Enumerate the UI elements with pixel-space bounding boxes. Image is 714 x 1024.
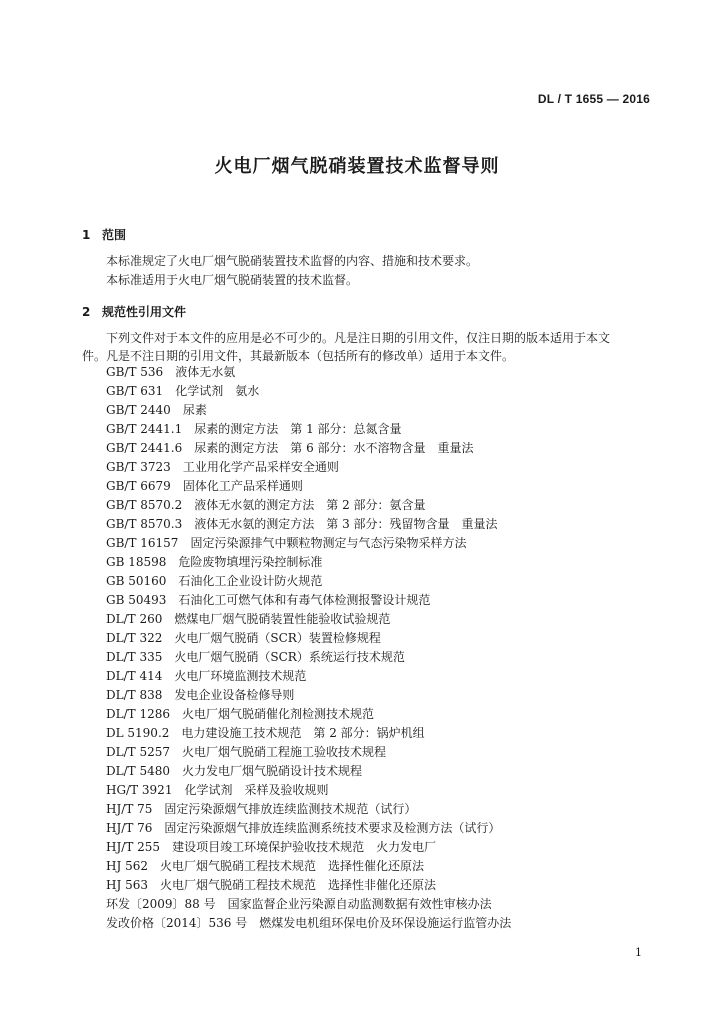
reference-title: 国家监督企业污染源自动监测数据有效性审核办法 xyxy=(227,897,492,911)
reference-code: GB/T 6679 xyxy=(106,479,171,493)
reference-code: HG/T 3921 xyxy=(106,783,173,797)
reference-code: DL/T 335 xyxy=(106,650,163,664)
reference-title: 尿素的测定方法 第 1 部分：总氮含量 xyxy=(194,422,402,436)
reference-item xyxy=(106,401,511,420)
reference-title: 火电厂烟气脱硝（SCR）系统运行技术规范 xyxy=(174,650,405,664)
reference-item xyxy=(106,496,511,515)
reference-item xyxy=(106,420,511,439)
reference-title: 固定污染源烟气排放连续监测系统技术要求及检测方法（试行） xyxy=(164,821,501,835)
reference-title: 化学试剂 采样及验收规则 xyxy=(184,783,329,797)
section-2-title: 规范性引用文件 xyxy=(102,305,187,319)
reference-code: HJ/T 75 xyxy=(106,802,153,816)
reference-item xyxy=(106,724,511,743)
scope-line-1: 本标准规定了火电厂烟气脱硝装置技术监督的内容、措施和技术要求。 xyxy=(106,254,479,268)
reference-title: 危险废物填埋污染控制标准 xyxy=(178,555,323,569)
reference-title: 石油化工可燃气体和有毒气体检测报警设计规范 xyxy=(178,593,431,607)
reference-code: 发改价格〔2014〕536 号 xyxy=(106,916,248,930)
reference-title: 火电厂烟气脱硝工程技术规范 选择性非催化还原法 xyxy=(160,878,437,892)
reference-title: 发电企业设备检修导则 xyxy=(174,688,295,702)
reference-item xyxy=(106,857,511,876)
reference-code: GB 18598 xyxy=(106,555,167,569)
reference-code: GB/T 631 xyxy=(106,384,164,398)
reference-title: 工业用化学产品采样安全通则 xyxy=(182,460,339,474)
reference-item xyxy=(106,762,511,781)
reference-code: HJ/T 76 xyxy=(106,821,153,835)
reference-item xyxy=(106,439,511,458)
scope-line-2: 本标准适用于火电厂烟气脱硝装置的技术监督。 xyxy=(106,273,359,287)
reference-item xyxy=(106,781,511,800)
reference-item xyxy=(106,876,511,895)
reference-item xyxy=(106,363,511,382)
reference-title: 火电厂烟气脱硝工程技术规范 选择性催化还原法 xyxy=(160,859,425,873)
page-number: 1 xyxy=(635,946,642,959)
reference-code: GB 50493 xyxy=(106,593,167,607)
document-title: 火电厂烟气脱硝装置技术监督导则 xyxy=(214,156,500,177)
normative-references-list xyxy=(106,363,511,933)
reference-code: DL 5190.2 xyxy=(106,726,170,740)
reference-item xyxy=(106,572,511,591)
reference-item xyxy=(106,686,511,705)
reference-code: DL/T 260 xyxy=(106,612,163,626)
reference-title: 液体无水氨的测定方法 第 3 部分：残留物含量 重量法 xyxy=(194,517,498,531)
section-2-number: 2 xyxy=(82,305,91,319)
reference-code: GB 50160 xyxy=(106,574,167,588)
reference-code: DL/T 5480 xyxy=(106,764,170,778)
reference-title: 尿素 xyxy=(182,403,207,417)
section-1-number: 1 xyxy=(82,228,91,242)
reference-title: 火电厂烟气脱硝催化剂检测技术规范 xyxy=(182,707,375,721)
reference-title: 液体无水氨的测定方法 第 2 部分：氨含量 xyxy=(194,498,426,512)
reference-code: GB/T 2441.1 xyxy=(106,422,183,436)
reference-code: DL/T 414 xyxy=(106,669,163,683)
reference-title: 燃煤发电机组环保电价及环保设施运行监管办法 xyxy=(259,916,512,930)
reference-title: 火电厂烟气脱硝（SCR）装置检修规程 xyxy=(174,631,381,645)
section-2-heading xyxy=(82,303,186,320)
reference-code: HJ/T 255 xyxy=(106,840,161,854)
reference-title: 电力建设施工技术规范 第 2 部分：锅炉机组 xyxy=(181,726,425,740)
reference-item xyxy=(106,629,511,648)
reference-item xyxy=(106,477,511,496)
reference-code: GB/T 3723 xyxy=(106,460,171,474)
reference-title: 建设项目竣工环境保护验收技术规范 火力发电厂 xyxy=(172,840,437,854)
reference-item xyxy=(106,838,511,857)
reference-code: GB/T 16157 xyxy=(106,536,179,550)
reference-code: GB/T 8570.3 xyxy=(106,517,183,531)
reference-code: DL/T 838 xyxy=(106,688,163,702)
reference-title: 固定污染源排气中颗粒物测定与气态污染物采样方法 xyxy=(190,536,467,550)
reference-code: DL/T 1286 xyxy=(106,707,170,721)
reference-title: 固体化工产品采样通则 xyxy=(182,479,303,493)
reference-code: GB/T 2440 xyxy=(106,403,171,417)
reference-code: GB/T 8570.2 xyxy=(106,498,183,512)
reference-item xyxy=(106,667,511,686)
section-1-title: 范围 xyxy=(102,228,127,242)
reference-title: 液体无水氨 xyxy=(175,365,236,379)
reference-title: 火电厂环境监测技术规范 xyxy=(174,669,307,683)
reference-title: 燃煤电厂烟气脱硝装置性能验收试验规范 xyxy=(174,612,391,626)
reference-item xyxy=(106,553,511,572)
reference-item xyxy=(106,458,511,477)
standard-code: DL / T 1655 — 2016 xyxy=(537,92,650,106)
reference-title: 尿素的测定方法 第 6 部分：水不溶物含量 重量法 xyxy=(194,441,474,455)
reference-item xyxy=(106,648,511,667)
reference-item xyxy=(106,895,511,914)
reference-item xyxy=(106,591,511,610)
reference-item xyxy=(106,819,511,838)
reference-code: 环发〔2009〕88 号 xyxy=(106,897,216,911)
section-1-heading xyxy=(82,226,126,243)
reference-item xyxy=(106,515,511,534)
reference-title: 火电厂烟气脱硝工程施工验收技术规程 xyxy=(182,745,387,759)
reference-item xyxy=(106,914,511,933)
reference-item xyxy=(106,705,511,724)
reference-code: GB/T 536 xyxy=(106,365,164,379)
reference-code: HJ 562 xyxy=(106,859,148,873)
reference-item xyxy=(106,610,511,629)
reference-code: DL/T 322 xyxy=(106,631,163,645)
reference-code: DL/T 5257 xyxy=(106,745,170,759)
reference-title: 火力发电厂烟气脱硝设计技术规程 xyxy=(182,764,363,778)
reference-title: 化学试剂 氨水 xyxy=(175,384,260,398)
reference-title: 固定污染源烟气排放连续监测技术规范（试行） xyxy=(164,802,417,816)
reference-title: 石油化工企业设计防火规范 xyxy=(178,574,323,588)
reference-item xyxy=(106,800,511,819)
reference-item xyxy=(106,534,511,553)
references-intro-line-2: 件。凡是不注日期的引用文件，其最新版本（包括所有的修改单）适用于本文件。 xyxy=(82,349,515,363)
references-intro-line-1: 下列文件对于本文件的应用是必不可少的。凡是注日期的引用文件，仅注日期的版本适用于本文 xyxy=(106,331,611,345)
reference-item xyxy=(106,743,511,762)
reference-code: GB/T 2441.6 xyxy=(106,441,183,455)
reference-code: HJ 563 xyxy=(106,878,148,892)
reference-item xyxy=(106,382,511,401)
